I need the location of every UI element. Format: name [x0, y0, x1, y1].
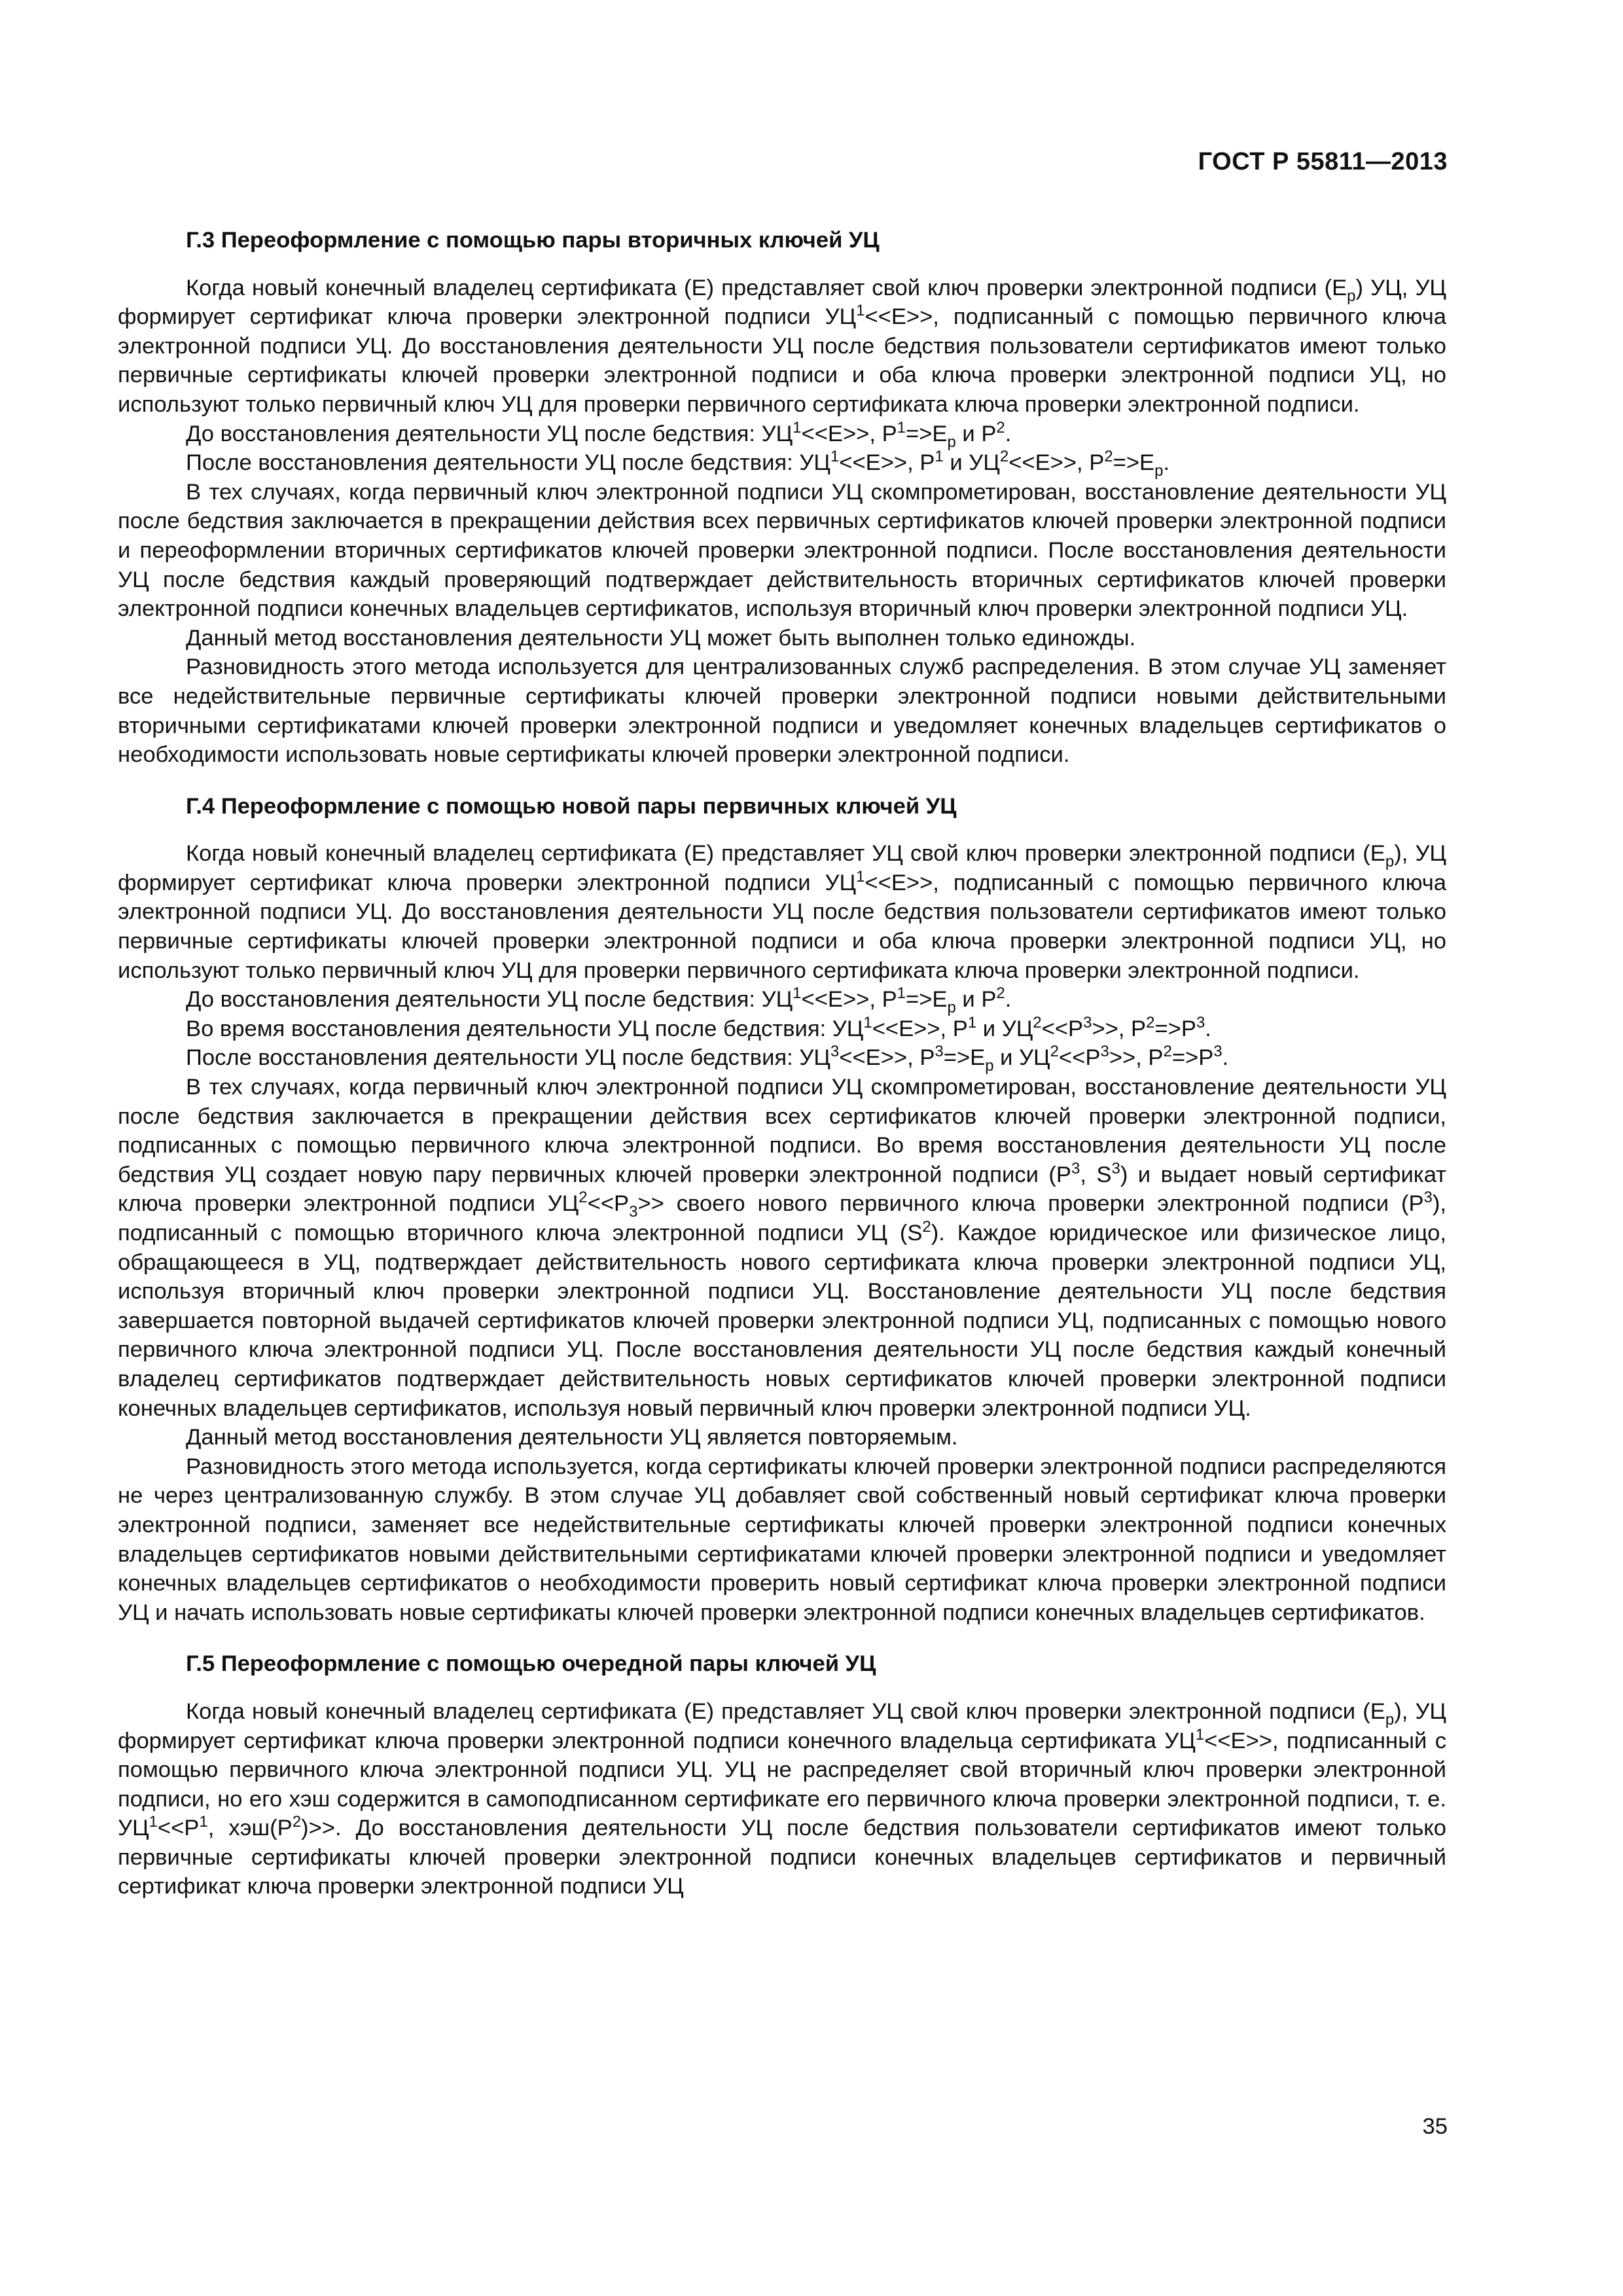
section-title: Г.3 Переоформление с помощью пары вторичных ключей УЦ [186, 228, 880, 253]
paragraph: Разновидность этого метода используется для централизованных служб распределения. В этом случае УЦ заменяет все недействительные первичные сертификаты ключей проверки электронной подписи новыми действительными вторичными сертификатами ключей проверки электронной подписи и уведомляет конечных владельцев сертификатов о необходимости использовать новые сертификаты ключей проверки электронной подписи. [118, 655, 1446, 768]
paragraph: Данный метод восстановления деятельности УЦ является повторяемым. [186, 1425, 958, 1450]
document-body [118, 226, 1446, 1901]
section-title: Г.5 Переоформление с помощью очередной пары ключей УЦ [186, 1651, 876, 1677]
paragraph: После восстановления деятельности УЦ после бедствия: $УЦ^3<<E>>$, $P^3=>E_p$ и $УЦ^2<<P^3>>$, $P^2=>P^3$. [186, 1043, 1229, 1075]
paragraph: Разновидность этого метода используется, когда сертификаты ключей проверки электронной подписи распределяются не через централизованную службу. В этом случае УЦ добавляет свой собственный новый сертификат ключа проверки электронной подписи, заменяет все недействительные сертификаты ключей проверки электронной подписи конечных владельцев сертификатов новыми действительными сертификатами ключей проверки электронной подписи и уведомляет конечных владельцев сертификатов о необходимости проверить новый сертификат ключа проверки электронной подписи УЦ и начать использовать новые сертификаты ключей проверки электронной подписи конечных владельцев сертификатов. [118, 1454, 1446, 1625]
document-code-header: ГОСТ Р 55811—2013 [1198, 148, 1448, 175]
paragraph: В тех случаях, когда первичный ключ электронной подписи УЦ скомпрометирован, восстановление деятельности УЦ после бедствия заключается в прекращении действия всех сертификатов ключей проверки электронной подписи, подписанных с помощью первичного ключа электронной подписи. Во время восстановления деятельности УЦ после бедствия УЦ создает новую пару первичных ключей проверки электронной подписи ($P^3$, $S^3$) и выдает новый сертификат ключа проверки электронной подписи $УЦ^2<<P_3>>$ своего нового первичного ключа проверки электронной подписи $(P^3)$, подписанный с помощью вторичного ключа электронной подписи УЦ $(S^2)$. Каждое юридическое или физическое лицо, обращающееся в УЦ, подтверждает действительность нового сертификата ключа проверки электронной подписи УЦ, используя вторичный ключ проверки электронной подписи УЦ. Восстановление деятельности УЦ после бедствия завершается повторной выдачей сертификатов ключей проверки электронной подписи УЦ, подписанных с помощью нового первичного ключа электронной подписи УЦ. После восстановления деятельности УЦ после бедствия каждый конечный владелец сертификатов подтверждает действительность новых сертификатов ключей проверки электронной подписи конечных владельцев сертификатов, используя новый первичный ключ проверки электронной подписи УЦ. [118, 1075, 1447, 1421]
section-g5 [118, 1649, 1446, 1901]
paragraph: Когда новый конечный владелец сертификата (E) представляет УЦ свой ключ проверки электронной подписи $(E_p)$, УЦ формирует сертификат ключа проверки электронной подписи $УЦ^1<<E>>$, подписанный с помощью первичного ключа электронной подписи УЦ. До восстановления деятельности УЦ после бедствия пользователи сертификатов имеют только первичные сертификаты ключей проверки электронной подписи и оба ключа проверки электронной подписи УЦ, но используют только первичный ключ УЦ для проверки первичного сертификата ключа проверки электронной подписи. [118, 841, 1446, 983]
section-title: Г.4 Переоформление с помощью новой пары первичных ключей УЦ [186, 793, 957, 819]
page-number: 35 [1422, 2114, 1448, 2139]
paragraph: Во время восстановления деятельности УЦ после бедствия: $УЦ^1<<E>>$, $P^1$ и $УЦ^2<<P^3>>$, $P^2=>P^3$. [186, 1013, 1211, 1041]
paragraph: До восстановления деятельности УЦ после бедствия: $УЦ^1<<E>>$, $P^1=>E_p$ и $P^2$. [186, 418, 1012, 451]
paragraph: Данный метод восстановления деятельности УЦ может быть выполнен только единожды. [186, 625, 1136, 651]
section-g3 [118, 226, 1446, 770]
paragraph: Когда новый конечный владелец сертификата (E) представляет свой ключ проверки электронной подписи $(E_p)$ УЦ, УЦ формирует сертификат ключа проверки электронной подписи $УЦ^1<<E>>$, подписанный с помощью первичного ключа электронной подписи УЦ. До восстановления деятельности УЦ после бедствия пользователи сертификатов имеют только первичные сертификаты ключей проверки электронной подписи и оба ключа проверки электронной подписи УЦ, но используют только первичный ключ УЦ для проверки первичного сертификата ключа проверки электронной подписи. [118, 275, 1446, 417]
paragraph: Когда новый конечный владелец сертификата (E) представляет УЦ свой ключ проверки электронной подписи $(E_p)$, УЦ формирует сертификат ключа проверки электронной подписи конечного владельца сертификата $УЦ^1<<E>>$, подписанный с помощью первичного ключа электронной подписи УЦ. УЦ не распределяет свой вторичный ключ проверки электронной подписи, но его хэш содержится в самоподписанном сертификате его первичного ключа проверки электронной подписи, т. е. $УЦ^1<<P^1$, $хэш(P^2)>>$. До восстановления деятельности УЦ после бедствия пользователи сертификатов имеют только первичные сертификаты ключей проверки электронной подписи конечных владельцев сертификатов и первичный сертификат ключа проверки электронной подписи УЦ [118, 1698, 1447, 1899]
paragraph: После восстановления деятельности УЦ после бедствия: $УЦ^1<<E>>$, $P^1$ и $УЦ^2<<E>>$, $P^2=>E_p$. [186, 448, 1170, 480]
paragraph: В тех случаях, когда первичный ключ электронной подписи УЦ скомпрометирован, восстановление деятельности УЦ после бедствия заключается в прекращении действия всех первичных сертификатов ключей проверки электронной подписи и переоформлении вторичных сертификатов ключей проверки электронной подписи. После восстановления деятельности УЦ после бедствия каждый проверяющий подтверждает действительность вторичных сертификатов ключей проверки электронной подписи конечных владельцев сертификатов, используя вторичный ключ проверки электронной подписи УЦ. [118, 479, 1446, 622]
section-g4 [118, 792, 1446, 1628]
paragraph: До восстановления деятельности УЦ после бедствия: $УЦ^1<<E>>$, $P^1=>E_p$ и $P^2$. [186, 984, 1012, 1017]
